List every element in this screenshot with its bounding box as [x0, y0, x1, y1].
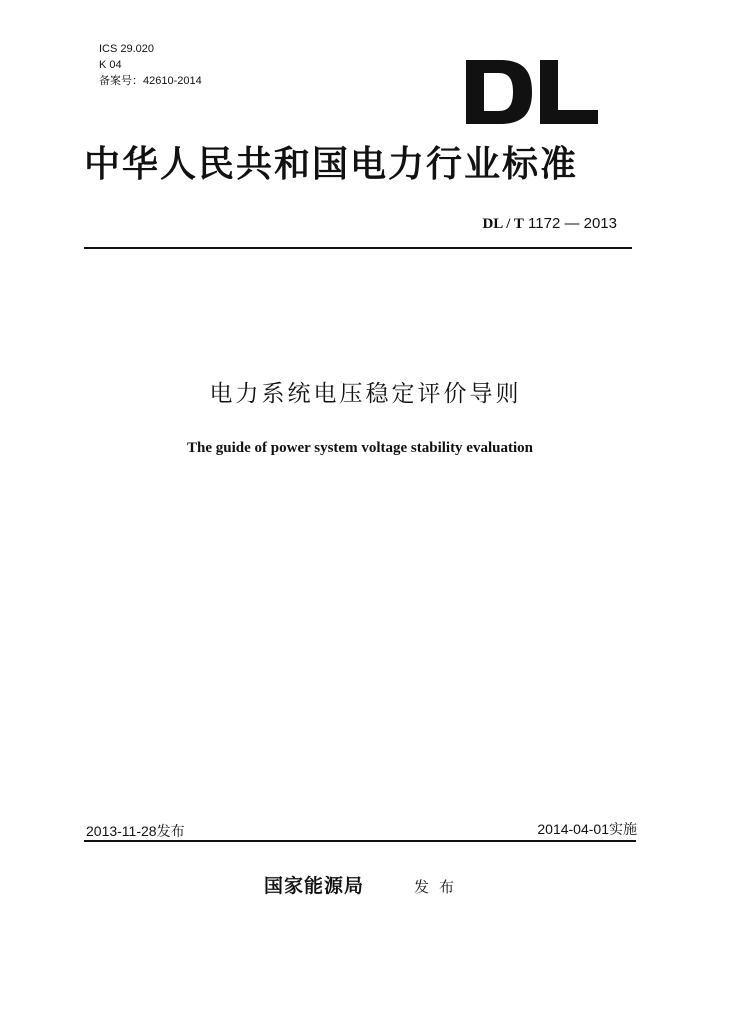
release-date-label: 发布	[156, 824, 185, 840]
record-number-label: 备案号：	[99, 75, 143, 87]
effective-date-value: 2014-04-01	[537, 821, 609, 837]
footer-divider	[84, 840, 636, 842]
document-title-chinese: 电力系统电压稳定评价导则	[209, 381, 522, 407]
standard-number-prefix: DL / T	[482, 216, 524, 232]
organization-title: 中华人民共和国电力行业标准	[84, 143, 579, 185]
effective-date	[537, 819, 637, 840]
dl-logo-letter-l	[540, 60, 598, 124]
ics-code: ICS 29.020	[99, 43, 155, 55]
standard-number	[482, 213, 617, 234]
dl-logo	[466, 60, 598, 124]
issuer-action: 发布	[414, 878, 465, 896]
standard-number-value: 1172 — 2013	[523, 215, 617, 232]
effective-date-label: 实施	[609, 822, 637, 838]
header-divider	[84, 247, 632, 249]
document-title-english: The guide of power system voltage stability evaluation	[187, 440, 533, 456]
record-number	[99, 73, 202, 89]
release-date	[86, 821, 185, 842]
dl-logo-letter-d	[466, 60, 532, 124]
category-code: K 04	[99, 59, 122, 71]
record-number-value: 42610-2014	[143, 75, 202, 87]
release-date-value: 2013-11-28	[86, 823, 157, 839]
issuer-name: 国家能源局	[264, 875, 365, 897]
